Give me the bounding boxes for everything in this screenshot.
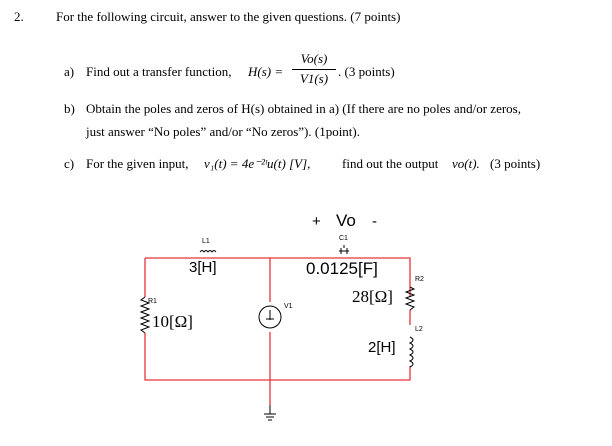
r1-tag: R1 <box>148 298 157 305</box>
part-a-points: . (3 points) <box>338 64 395 79</box>
output-expression: vo(t). <box>452 156 480 171</box>
r2-value: 28[Ω] <box>352 287 393 306</box>
part-b-label: b) <box>64 101 75 116</box>
ground-icon <box>264 405 276 420</box>
l2-tag: L2 <box>415 326 423 333</box>
c1-capacitor-icon <box>339 245 349 254</box>
l2-inductor-icon <box>410 337 413 367</box>
part-b-line1: Obtain the poles and zeros of H(s) obtained in a) (If there are no poles and/or zeros, <box>86 101 521 116</box>
l2-value: 2[H] <box>368 339 396 356</box>
part-a-text: Find out a transfer function, <box>86 64 232 79</box>
vo-minus-sign: - <box>372 213 377 230</box>
question-intro: For the following circuit, answer to the given questions. (7 points) <box>56 9 401 24</box>
v1-tag: V1 <box>284 303 293 310</box>
c1-tag: C1 <box>339 235 348 242</box>
part-a-label: a) <box>64 64 75 79</box>
transfer-function-label: H(s) = <box>248 64 284 79</box>
vo-label: Vo <box>336 211 356 230</box>
r2-tag: R2 <box>415 276 424 283</box>
part-c-text1: For the given input, <box>86 156 189 171</box>
input-expression: v₁(t) = 4e⁻²ᵗu(t) [V], <box>204 156 311 171</box>
l1-value: 3[H] <box>189 259 217 276</box>
part-c-points: (3 points) <box>490 156 541 171</box>
l1-inductor-icon <box>200 251 216 253</box>
vo-plus-sign: + <box>312 213 321 230</box>
r1-value: 10[Ω] <box>152 312 193 331</box>
v1-source-icon <box>259 306 281 328</box>
r2-resistor-icon <box>406 287 414 310</box>
question-number: 2. <box>14 9 24 24</box>
part-b-line2: just answer “No poles” and/or “No zeros”). (1point). <box>86 124 360 139</box>
fraction-denominator: V1(s) <box>299 71 329 86</box>
part-c-text2: find out the output <box>342 156 439 171</box>
c1-value: 0.0125[F] <box>306 259 378 278</box>
l1-tag: L1 <box>202 238 210 245</box>
fraction-numerator: Vo(s) <box>300 51 328 66</box>
part-c-label: c) <box>64 156 75 171</box>
